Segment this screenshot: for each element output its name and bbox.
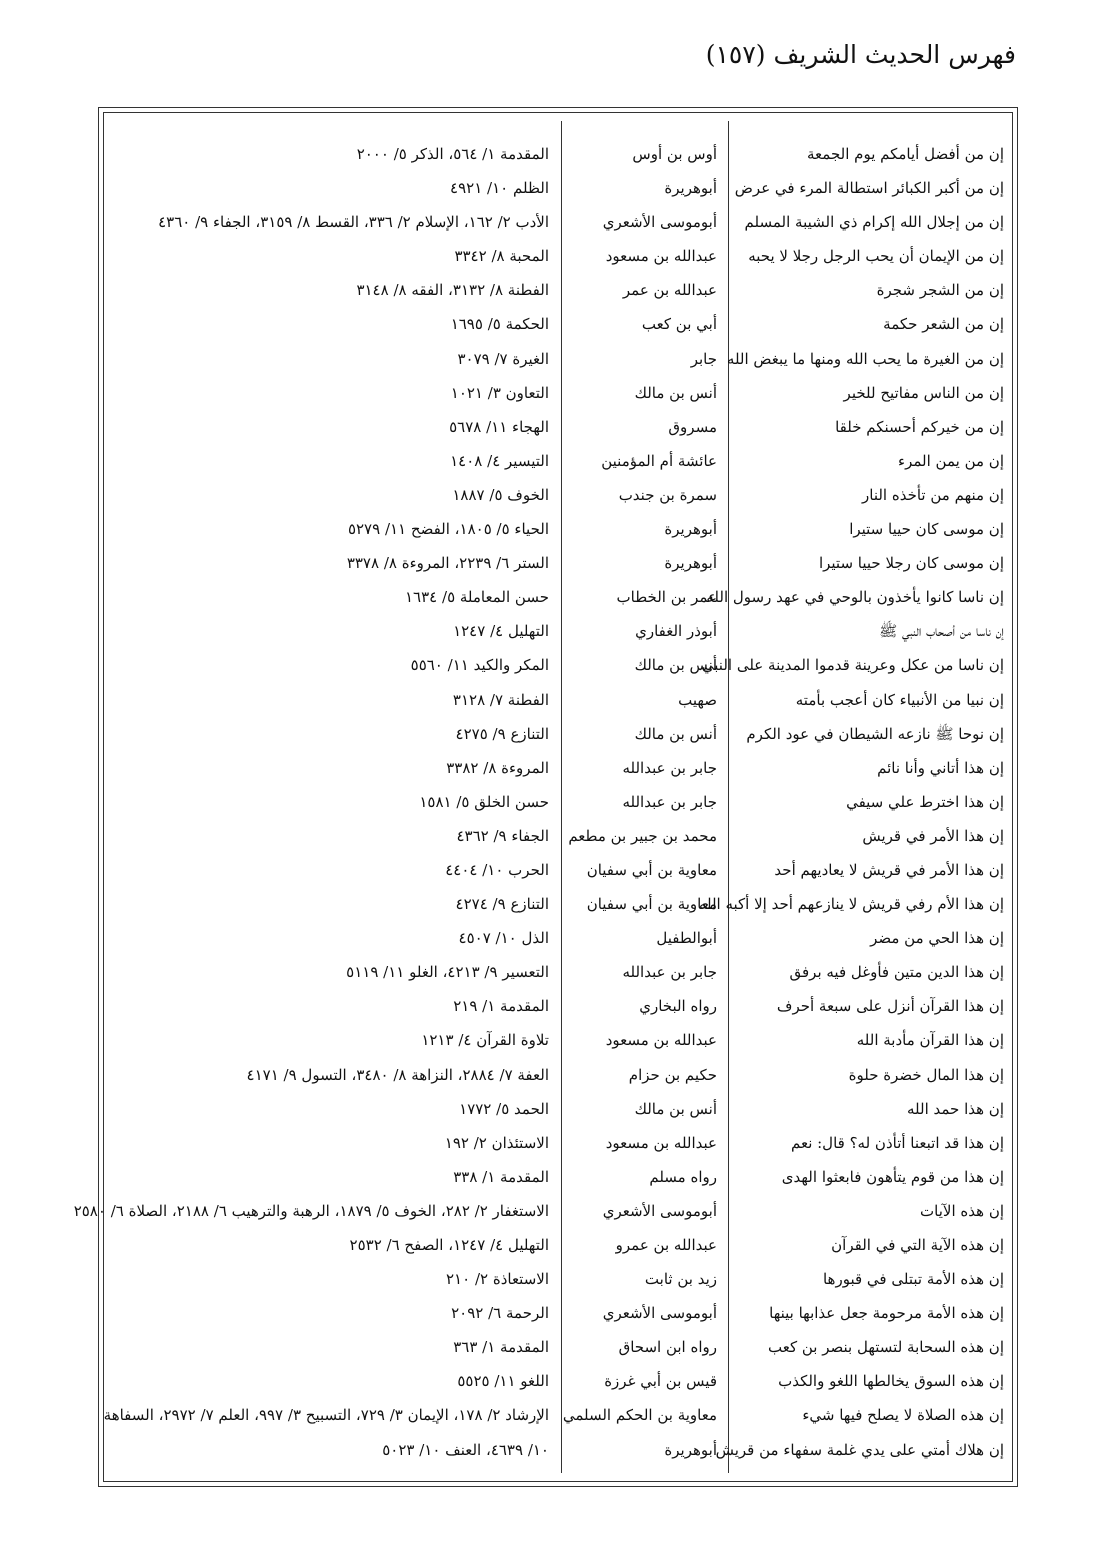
narrator-name: معاوية بن أبي سفيان xyxy=(586,860,717,879)
narrator-name: جابر xyxy=(690,349,717,368)
reference-text: الاستعاذة ٢/ ٢١٠ xyxy=(446,1270,549,1289)
table-inner-border xyxy=(73,112,1013,1482)
table-row xyxy=(104,307,1012,341)
narrator-name: جابر بن عبدالله xyxy=(622,963,717,982)
reference-text: المقدمة ١/ ٢١٩ xyxy=(453,997,549,1016)
table-row xyxy=(104,955,1012,989)
narrator-name: جابر بن عبدالله xyxy=(622,792,717,811)
reference-text: المقدمة ١/ ٣٣٨ xyxy=(453,1167,549,1186)
reference-text: الفطنة ٧/ ٣١٢٨ xyxy=(452,690,549,709)
table-row xyxy=(104,887,1012,921)
hadith-text: إن من أكبر الكبائر استطالة المرء في عرض xyxy=(734,179,1004,198)
table-row xyxy=(104,512,1012,546)
table-row xyxy=(104,546,1012,580)
table-row xyxy=(104,444,1012,478)
hadith-text: إن هذه الآية التي في القرآن xyxy=(831,1236,1004,1254)
table-row xyxy=(104,1398,1012,1432)
reference-text: العفة ٧/ ٢٨٨٤، النزاهة ٨/ ٣٤٨٠، التسول ٩/ ٤١٧١ xyxy=(246,1065,549,1084)
reference-text: التعسير ٩/ ٤٢١٣، الغلو ١١/ ٥١١٩ xyxy=(346,963,549,982)
hadith-text: إن موسى كان رجلا حييا ستيرا xyxy=(818,554,1004,573)
narrator-name: عبدالله بن مسعود xyxy=(605,1133,717,1152)
table-row xyxy=(104,751,1012,785)
table-row xyxy=(104,1092,1012,1126)
narrator-name: أبوهريرة xyxy=(664,1440,717,1459)
table-row xyxy=(73,1194,1012,1228)
hadith-text: إن من الناس مفاتيح للخير xyxy=(843,383,1004,402)
narrator-name: عائشة أم المؤمنين xyxy=(601,451,717,470)
hadith-text: إن من الغيرة ما يحب الله ومنها ما يبغض الله xyxy=(726,349,1004,368)
table-row xyxy=(104,853,1012,887)
narrator-name: عبدالله بن مسعود xyxy=(605,1031,717,1050)
narrator-name: زيد بن ثابت xyxy=(644,1270,717,1289)
table-row xyxy=(104,239,1012,273)
table-row xyxy=(104,648,1012,682)
table-row xyxy=(104,137,1012,171)
table-row xyxy=(104,1228,1012,1262)
table-row xyxy=(104,1160,1012,1194)
narrator-name: معاوية بن الحكم السلمي xyxy=(562,1406,717,1425)
hadith-text: إن نوحا ﷺ نازعه الشيطان في عود الكرم xyxy=(746,724,1004,743)
table-row xyxy=(104,1262,1012,1296)
reference-text: حسن المعاملة ٥/ ١٦٣٤ xyxy=(405,588,549,607)
hadith-text: إن ناسا من عكل وعرينة قدموا المدينة على النبي xyxy=(701,656,1004,675)
reference-text: الجفاء ٩/ ٤٣٦٢ xyxy=(456,826,549,845)
reference-text: الظلم ١٠/ ٤٩٢١ xyxy=(450,179,549,198)
reference-text: المكر والكيد ١١/ ٥٥٦٠ xyxy=(410,656,549,675)
reference-text: تلاوة القرآن ٤/ ١٢١٣ xyxy=(421,1031,549,1050)
hadith-text: إن من أفضل أيامكم يوم الجمعة xyxy=(807,145,1004,163)
reference-text: الأدب ٢/ ١٦٢، الإسلام ٢/ ٣٣٦، القسط ٨/ ٣١٥٩، الجفاء ٩/ ٤٣٦٠ xyxy=(158,213,549,232)
hadith-text: إن هذا قد اتبعنا أتأذن له؟ قال: نعم xyxy=(790,1133,1004,1152)
reference-text: الاستغفار ٢/ ٢٨٢، الخوف ٥/ ١٨٧٩، الرهبة والترهيب ٦/ ٢١٨٨، الصلاة ٦/ ٢٥٨٠ xyxy=(73,1201,549,1220)
hadith-text: إن هلاك أمتي على يدي غلمة سفهاء من قريش xyxy=(715,1440,1004,1459)
hadith-text: إن هذا الأمر في قريش xyxy=(862,826,1004,845)
narrator-name: أبوهريرة xyxy=(664,520,717,539)
hadith-text: إن هذا من قوم يتأهون فابعثوا الهدى xyxy=(781,1167,1004,1186)
reference-text: الحمد ٥/ ١٧٧٢ xyxy=(459,1099,549,1118)
narrator-name: عمر بن الخطاب xyxy=(616,588,717,607)
narrator-name: أنس بن مالك xyxy=(634,1099,717,1118)
reference-text: التهليل ٤/ ١٢٤٧، الصفح ٦/ ٢٥٣٢ xyxy=(349,1236,549,1254)
narrator-name: أبوهريرة xyxy=(664,179,717,198)
table-row xyxy=(104,717,1012,751)
hadith-text: إن نبيا من الأنبياء كان أعجب بأمته xyxy=(795,690,1004,709)
hadith-text: إن هذا الأم رفي قريش لا ينازعهم أحد إلا أكبه الله xyxy=(698,895,1004,914)
hadith-text: إن هذه السوق يخالطها اللغو والكذب xyxy=(778,1372,1004,1391)
table-row xyxy=(104,205,1012,239)
reference-text: حسن الخلق ٥/ ١٥٨١ xyxy=(419,792,549,811)
reference-text: ١٠/ ٤٦٣٩، العنف ١٠/ ٥٠٢٣ xyxy=(382,1440,549,1459)
hadith-text: إن هذه الآيات xyxy=(920,1201,1004,1220)
table-row xyxy=(104,1330,1012,1364)
table-row xyxy=(104,1023,1012,1057)
header-title: فهرس الحديث الشريف xyxy=(773,40,1016,69)
hadith-text: إن هذه الأمة تبتلى في قبورها xyxy=(822,1270,1004,1289)
narrator-name: أنس بن مالك xyxy=(634,383,717,402)
hadith-text: إن هذا الدين متين فأوغل فيه برفق xyxy=(789,963,1004,982)
narrator-name: أنس بن مالك xyxy=(634,724,717,743)
index-table xyxy=(73,107,1018,1487)
hadith-text: إن ناسا كانوا يأخذون بالوحي في عهد رسول الله xyxy=(706,588,1004,607)
reference-text: التنازع ٩/ ٤٢٧٤ xyxy=(455,895,549,914)
hadith-text: إن هذا المال خضرة حلوة xyxy=(848,1065,1004,1084)
table-row xyxy=(104,410,1012,444)
narrator-name: عبدالله بن عمرو xyxy=(615,1236,717,1254)
hadith-text: إن هذا القرآن أنزل على سبعة أحرف xyxy=(776,997,1004,1016)
reference-text: الهجاء ١١/ ٥٦٧٨ xyxy=(449,417,549,436)
hadith-text: إن من يمن المرء xyxy=(898,451,1004,470)
reference-text: التعاون ٣/ ١٠٢١ xyxy=(450,383,549,402)
narrator-name: مسروق xyxy=(668,417,717,436)
reference-text: التيسير ٤/ ١٤٠٨ xyxy=(450,451,549,470)
narrator-name: أبوهريرة xyxy=(664,554,717,573)
table-row xyxy=(104,1296,1012,1330)
hadith-text: إن منهم من تأخذه النار xyxy=(862,485,1004,504)
reference-text: الفطنة ٨/ ٣١٣٢، الفقه ٨/ ٣١٤٨ xyxy=(356,281,549,300)
table-row xyxy=(104,921,1012,955)
narrator-name: صهيب xyxy=(678,690,717,709)
narrator-name: أبوذر الغفاري xyxy=(635,622,717,641)
table-row xyxy=(104,171,1012,205)
hadith-text: إن هذه الأمة مرحومة جعل عذابها بينها xyxy=(769,1304,1004,1323)
hadith-text: إن من الإيمان أن يحب الرجل رجلا لا يحبه xyxy=(748,247,1004,266)
table-row xyxy=(104,1364,1012,1398)
page-number: (١٥٧) xyxy=(705,40,766,69)
reference-text: الذل ١٠/ ٤٥٠٧ xyxy=(458,929,549,948)
narrator-name: أوس بن أوس xyxy=(632,145,717,163)
hadith-text: إن هذا أتاني وأنا نائم xyxy=(877,758,1004,777)
hadith-text: إن هذا اخترط علي سيفي xyxy=(846,792,1004,811)
narrator-name: حكيم بن حزام xyxy=(628,1065,717,1084)
reference-text: الرحمة ٦/ ٢٠٩٢ xyxy=(451,1304,549,1323)
narrator-name: عبدالله بن عمر xyxy=(622,281,717,300)
narrator-name: سمرة بن جندب xyxy=(618,485,717,504)
table-row xyxy=(104,342,1012,376)
hadith-text: إن هذا القرآن مأدبة الله xyxy=(856,1031,1004,1050)
narrator-name: أنس بن مالك xyxy=(634,656,717,675)
reference-text: الحياء ٥/ ١٨٠٥، الفضح ١١/ ٥٢٧٩ xyxy=(347,520,549,539)
table-row xyxy=(104,478,1012,512)
narrator-name: أبي بن كعب xyxy=(641,315,717,334)
narrator-name: أبوموسى الأشعري xyxy=(602,1201,717,1220)
hadith-text: إن من الشجر شجرة xyxy=(876,281,1004,300)
reference-text: التهليل ٤/ ١٢٤٧ xyxy=(453,622,549,641)
table-row xyxy=(104,273,1012,307)
table-rows xyxy=(73,137,1012,1467)
hadith-text: إن هذه السحابة لتستهل بنصر بن كعب xyxy=(768,1338,1004,1357)
hadith-text: إن هذا الأمر في قريش لا يعاديهم أحد xyxy=(774,860,1004,879)
narrator-name: معاوية بن أبي سفيان xyxy=(586,895,717,914)
reference-text: الحكمة ٥/ ١٦٩٥ xyxy=(450,315,549,334)
table-row xyxy=(104,1126,1012,1160)
narrator-name: رواه مسلم xyxy=(649,1167,717,1186)
table-row xyxy=(104,819,1012,853)
table-row xyxy=(104,376,1012,410)
reference-text: الإرشاد ٢/ ١٧٨، الإيمان ٣/ ٧٢٩، التسبيح ٣/ ٩٩٧، العلم ٧/ ٢٩٧٢، السفاهة xyxy=(103,1406,549,1425)
narrator-name: رواه البخاري xyxy=(639,997,717,1016)
table-row xyxy=(104,683,1012,717)
table-row xyxy=(104,785,1012,819)
hadith-text: إن موسى كان حييا ستيرا xyxy=(849,520,1004,539)
reference-text: الاستئذان ٢/ ١٩٢ xyxy=(444,1133,549,1152)
table-row xyxy=(104,1058,1012,1092)
reference-text: التنازع ٩/ ٤٢٧٥ xyxy=(455,724,549,743)
narrator-name: رواه ابن اسحاق xyxy=(618,1338,717,1357)
narrator-name: جابر بن عبدالله xyxy=(622,758,717,777)
reference-text: اللغو ١١/ ٥٥٢٥ xyxy=(457,1372,549,1391)
reference-text: الغيرة ٧/ ٣٠٧٩ xyxy=(457,349,549,368)
table-row xyxy=(104,580,1012,614)
hadith-text: إن ناسا من أصحاب النبي ﷺ xyxy=(879,622,1004,641)
reference-text: المحبة ٨/ ٣٣٤٢ xyxy=(454,247,549,266)
table-row xyxy=(104,1433,1012,1467)
hadith-text: إن هذا الحي من مضر xyxy=(870,929,1004,948)
table-row xyxy=(104,989,1012,1023)
reference-text: الستر ٦/ ٢٢٣٩، المروءة ٨/ ٣٣٧٨ xyxy=(346,554,549,573)
reference-text: المقدمة ١/ ٥٦٤، الذكر ٥/ ٢٠٠٠ xyxy=(356,145,549,163)
narrator-name: عبدالله بن مسعود xyxy=(605,247,717,266)
table-row xyxy=(104,614,1012,648)
narrator-name: محمد بن جبير بن مطعم xyxy=(568,826,717,845)
hadith-text: إن من الشعر حكمة xyxy=(883,315,1004,334)
reference-text: الخوف ٥/ ١٨٨٧ xyxy=(452,485,549,504)
hadith-text: إن هذا حمد الله xyxy=(906,1099,1004,1118)
hadith-text: إن من خيركم أحسنكم خلقا xyxy=(835,417,1004,436)
hadith-text: إن من إجلال الله إكرام ذي الشيبة المسلم xyxy=(744,213,1004,232)
hadith-text: إن هذه الصلاة لا يصلح فيها شيء xyxy=(802,1406,1004,1425)
narrator-name: قيس بن أبي غرزة xyxy=(604,1372,717,1391)
narrator-name: أبوالطفيل xyxy=(656,929,717,948)
reference-text: المقدمة ١/ ٣٦٣ xyxy=(453,1338,549,1357)
reference-text: المروءة ٨/ ٣٣٨٢ xyxy=(446,758,549,777)
narrator-name: أبوموسى الأشعري xyxy=(602,1304,717,1323)
reference-text: الحرب ١٠/ ٤٤٠٤ xyxy=(445,860,549,879)
page-header xyxy=(706,40,1016,69)
narrator-name: أبوموسى الأشعري xyxy=(602,213,717,232)
